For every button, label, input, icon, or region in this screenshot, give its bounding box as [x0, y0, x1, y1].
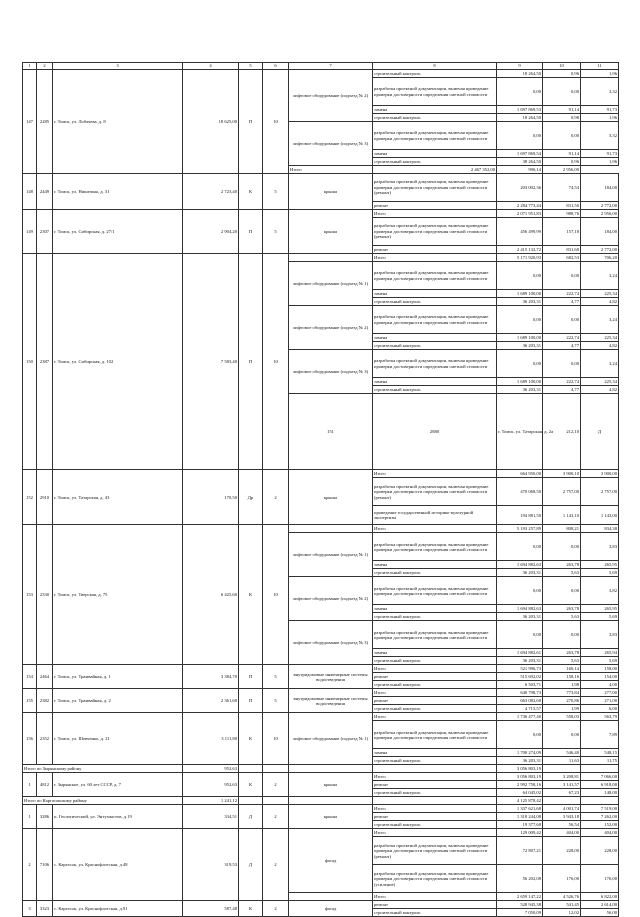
table-row: 2 7106 с. Каргасок, ул. Краснофлотская, д.48 319,53 Д 2 фасад Итого 129 009,42 404,00 404,00 [23, 829, 619, 837]
table-row: ремонт 2 284 773,44 831,50 2 772,00 [374, 202, 617, 208]
table-row: лифтовое оборудование (подъезд № 2) разработка проектной документации, включая проведение проверки достоверности определения сметной стоимости 0,00 0,00 3,24 [23, 306, 619, 334]
table-row: замена 1 700 274,09 546,40 548,15 [374, 750, 617, 756]
table-row: строительный контроль 64 045,02 67,23 148,00 [374, 790, 617, 796]
table-row: ремонт 515 692,02 158,16 154,00 [374, 674, 617, 680]
table-row: 152 2910 г. Томск, ул. Татарская, д. 43 170,50 Др 2 крыша Итого 664 950,00 3 900,10 3 900,00 [23, 470, 619, 478]
table-row: строительный контроль 38 264,50 0,96 1,96 [374, 158, 617, 164]
table-row: разработка проектной документации, включая проведение проверки достоверности определения сметной стоимости 0,00 0,00 3,32 [23, 78, 619, 106]
table-row: 155 2382 г. Томск, ул. Трамвайная, д. 2 2 361,60 П 5 внутридомовые инженерные системы водоотведения Итого 640 798,73 773,84 277,00 [23, 689, 619, 697]
table-row: разработка проектной документации, включая проведение проверки достоверности определения сметной стоимости (ремонт) 456 499,99 157,18 184,00 [23, 218, 619, 246]
table-row: строительный контроль 36 203,31 5,63 5,69 [374, 570, 617, 576]
table-row: строительный контроль 36 203,31 4,77 4,82 [374, 386, 617, 392]
table-row: 1 3286 п. Геологический, ул. Энтузиастов, д.19 334,51 Д 2 крыша Итого 1 337 621,68 4 001,74 7 519,00 [23, 805, 619, 813]
table-row: 3 3323 с. Каргасок, ул. Краснофлотская, д.91 587,48 К 2 фасад ремонт 528 945,38 541,45 2 614,00 [23, 901, 619, 909]
table-row: строительный контроль 19 377,60 56,54 152,00 [374, 822, 617, 828]
table-row: замена 1 697 869,54 91,14 91,73 [374, 150, 617, 156]
table-row: замена 1 694 882,63 263,78 265,95 [374, 606, 617, 612]
table-row: лифтовое оборудование (подъезд № 3) разработка проектной документации, включая проведение проверки достоверности определения сметной стоимости 0,00 0,00 3,83 [23, 621, 619, 649]
table-row: лифтовое оборудование (подъезд № 1) разработка проектной документации, включая проведение проверки достоверности определения сметной стоимости 0,00 0,00 3,24 [23, 262, 619, 290]
table-row: 154 2464 г. Томск, ул. Трамвайная, д. 1 3 384,70 П 5 внутридомовые инженерные системы водоотведения Итого 521 996,73 160,14 158,00 [23, 665, 619, 673]
table-row: 1 4812 г. Зырянское, ул. 60 лет СССР, д. 7 952,63 К 2 крыша Итого 3 056 803,19 3 208,81 7 066,00 [23, 773, 619, 781]
table-row: разработка проектной документации, включая проведение проверки достоверности определения сметной стоимости 0,00 0,00 7,89 [23, 721, 619, 749]
table-row: замена 1 694 882,61 263,78 265,94 [374, 650, 617, 656]
table-row: 150 2387 г. Томск, ул. Сибирская, д. 102 7 583,40 П 10 Итого 5 171 920,93 682,53 706,20 [23, 254, 619, 262]
table-row: 153 2330 г. Томск, ул. Тверская, д. 75 6 425,60 К 10 Итого 5 193 257,89 808,21 834,38 [23, 525, 619, 533]
header-row: 1 2 3 4 5 6 7 8 9 10 11 [23, 63, 619, 70]
table-row: 147 2285 г. Томск, ул. Лобачева, д. 8 18 625,00 П 10 лифтовое оборудование (подъезд № 2) строительный контроль 18 264,50 0,96 1,96 [23, 70, 619, 78]
table-row: ремонт 2 992 758,16 3 141,57 6 918,00 [374, 782, 617, 788]
table-row: строительный контроль 36 203,31 5,63 5,69 [374, 614, 617, 620]
table-row: строительный контроль 36 203,31 5,63 5,69 [374, 658, 617, 664]
table-row: ремонт 663 082,60 270,86 271,00 [374, 698, 617, 704]
table-row: Итого 2 659 147,22 4 526,76 6 822,00 [23, 893, 619, 901]
table-row: 156 2352 г. Томск, ул. Шевченко, д. 21 3 111,80 К 10 лифтовое оборудование (подъезд № 1) Итого 1 736 477,40 558,03 563,79 [23, 713, 619, 721]
table-row: строительный контроль 6 503,71 1,98 4,00 [374, 682, 617, 688]
table-row: 149 2307 г. Томск, ул. Сибирская, д. 27/1 2 904,20 П 5 крыша Итого 2 071 951,83 988,76 2 956,00 [23, 210, 619, 218]
table-row: строительный контроль 36 203,31 11,63 11,75 [374, 758, 617, 764]
table-row: 148 2449 г. Томск, ул. Никитина, д. 31 2 723,40 К 5 крыша разработка проектной документации, включая проведение проверки достоверности определения сметной стоимости (ремонт) 203 002,36 74,54 184,00 [23, 174, 619, 202]
table-row: замена 1 689 100,00 222,74 225,34 [374, 290, 617, 296]
table-row: разработка проектной документации, включая проведение проверки достоверности определения сметной стоимости (ремонт) 470 068,50 2 757,00 2 757,00 [23, 478, 619, 506]
total-row: Итого по Каргасокскому району 1 241,12 4 125 878,42 [23, 797, 619, 805]
table-row: разработка проектной документации, включая проведение проверки достоверности определения сметной стоимости (ремонт) 72 807,21 228,00 228,00 [23, 837, 619, 865]
table-row: замена 1 694 882,63 263,78 265,95 [374, 562, 617, 568]
table-row: Итого 2 467 352,00 996,14 2 956,00 [290, 166, 579, 172]
table-row: строительный контроль 4 715,57 1,99 6,00 [374, 706, 617, 712]
table-row: строительный контроль 7 050,09 12,02 56,00 [374, 910, 617, 916]
table-row: лифтовое оборудование (подъезд № 1) разработка проектной документации, включая проведение проверки достоверности определения сметной стоимости 0,00 0,00 3,83 [23, 533, 619, 561]
table-row: лифтовое оборудование (подъезд № 3) разработка проектной документации, включая проведение проверки достоверности определения сметной стоимости 0,00 0,00 3,24 [23, 350, 619, 378]
table-row: проведение государственной историко-культурной экспертизы 194 881,50 1 143,10 1 143,00 [23, 506, 619, 525]
table-row: разработка проектной документации, включая проведение проверки достоверности определения сметной стоимости (усиление) 56 202,08 176,00 176,00 [23, 865, 619, 893]
table-row: 151 2880 г. Томск, ул. Татарская, д. 2а 212,10 Д [23, 394, 619, 402]
total-row: Итого по Зырянскому району 952,63 3 056 803,19 [23, 765, 619, 773]
table-row: строительный контроль 36 203,31 4,77 4,82 [374, 298, 617, 304]
table-row: замена 1 689 100,00 222,74 225,34 [374, 334, 617, 340]
table-row: замена 1 689 100,00 222,74 225,34 [374, 378, 617, 384]
table-row: строительный контроль 18 264,50 0,98 1,96 [374, 114, 617, 120]
table-row: замена 1 697 869,53 91,14 91,73 [374, 106, 617, 112]
capital-repair-table [22, 62, 619, 917]
table-row: лифтовое оборудование (подъезд № 3) разработка проектной документации, включая проведение проверки достоверности определения сметной стоимости 0,00 0,00 3,32 [23, 122, 619, 150]
table-row: ремонт 1 318 244,08 3 943,18 7 262,00 [374, 814, 617, 820]
table-row: лифтовое оборудование (подъезд № 2) разработка проектной документации, включая проведение проверки достоверности определения сметной стоимости 0,00 0,00 3,82 [23, 577, 619, 605]
table-row: строительный контроль 36 203,31 4,77 4,82 [374, 342, 617, 348]
table-row: ремонт 2 415 132,72 831,60 2 772,00 [374, 246, 617, 252]
